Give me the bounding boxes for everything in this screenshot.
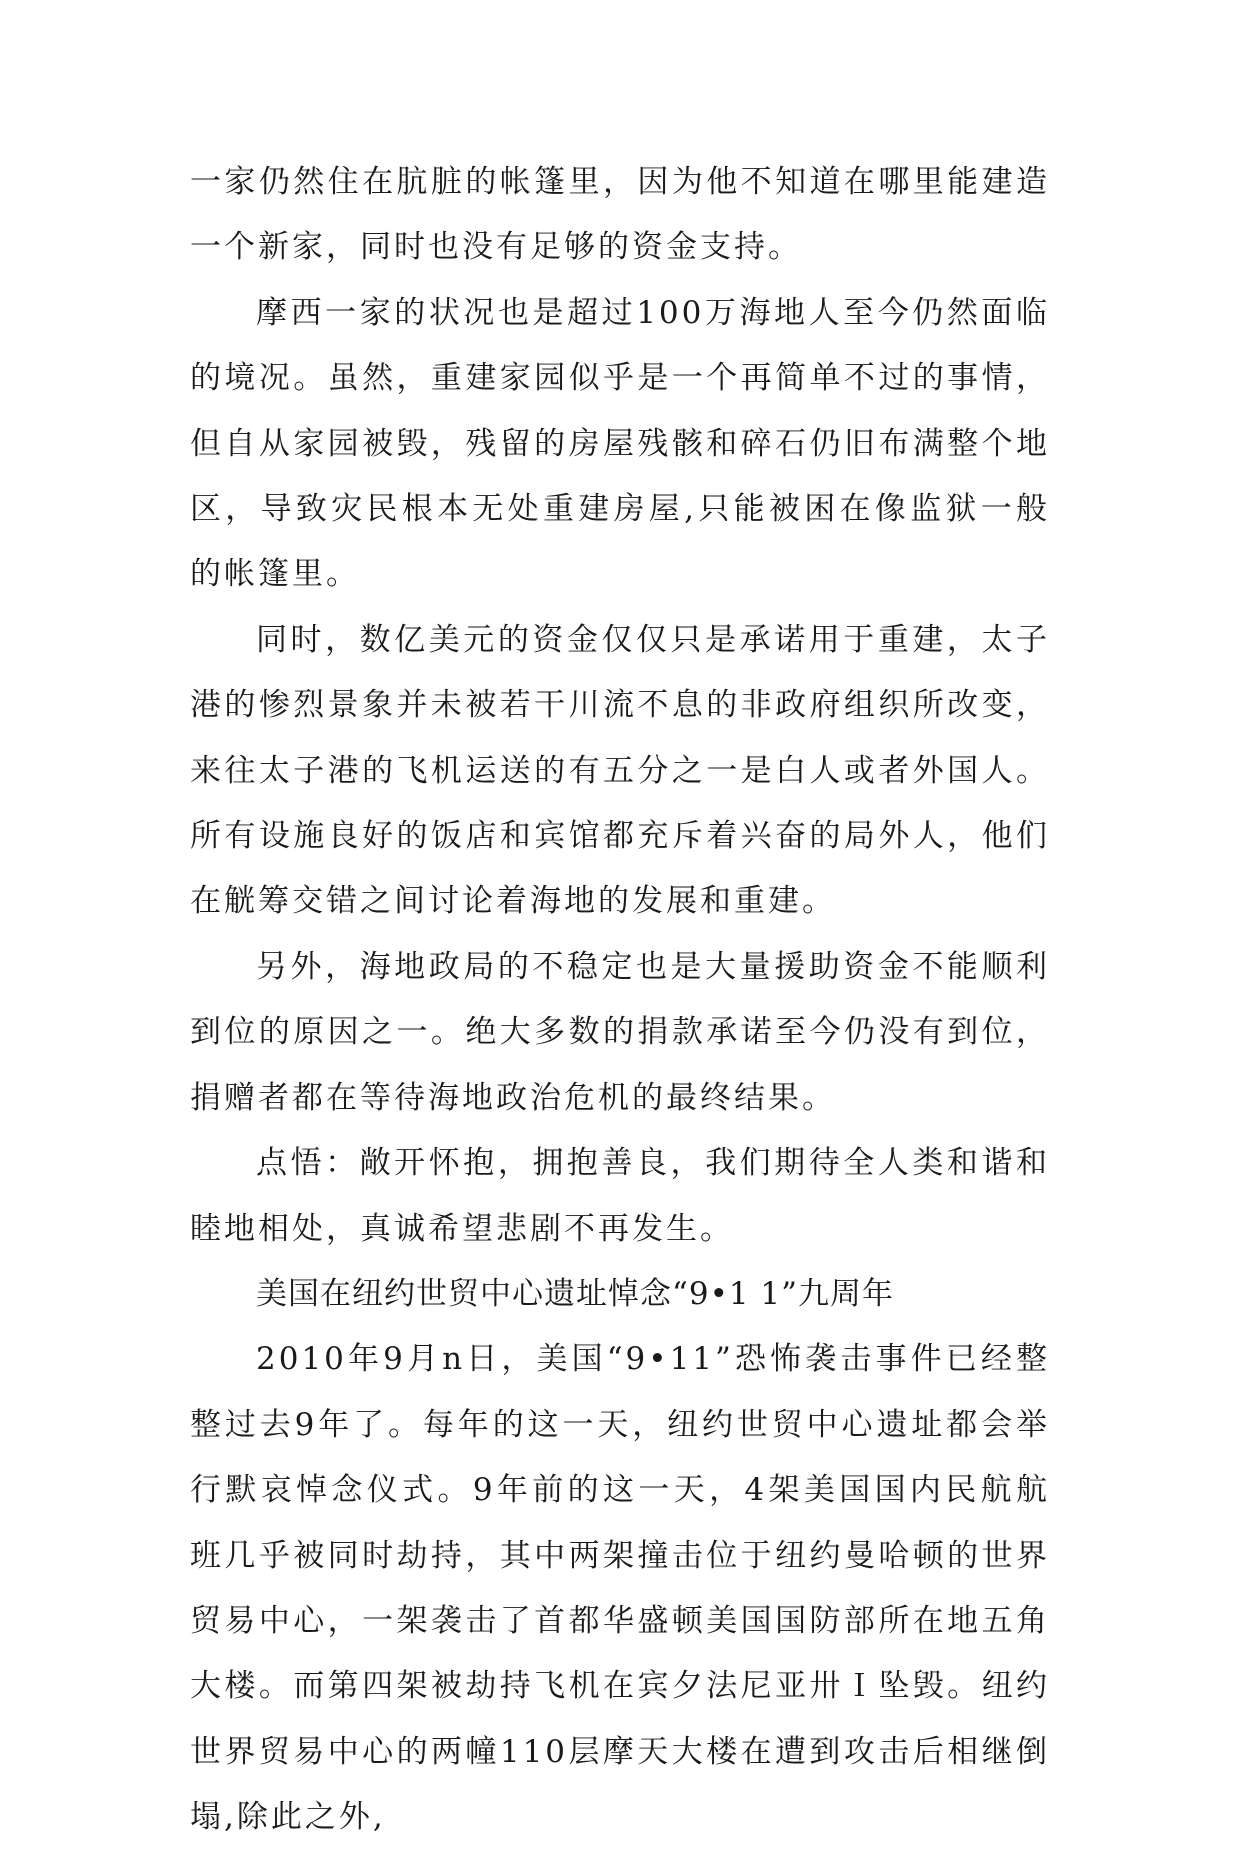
paragraph-port-au-prince: 同时，数亿美元的资金仅仅只是承诺用于重建，太子港的惨烈景象并未被若干川流不息的非政府组织所改变，来往太子港的飞机运送的有五分之一是白人或者外国人。所有设施良好的饭店和宾馆都充斥着兴奋的局外人，他们在觥筹交错之间讨论着海地的发展和重建。 <box>190 621 1050 920</box>
paragraph-moses-family: 摩西一家的状况也是超过100万海地人至今仍然面临的境况。虽然，重建家园似乎是一个再简单不过的事情，但自从家园被毁，残留的房屋残骸和碎石仍旧布满整个地区，导致灾民根本无处重建房屋,只能被困在像监狱一般的帐篷里。 <box>190 294 1050 593</box>
paragraph-insight: 点悟：敞开怀抱，拥抱善良，我们期待全人类和谐和睦地相处，真诚希望悲剧不再发生。 <box>190 1145 1050 1247</box>
document-body <box>190 150 1050 1851</box>
paragraph-911-anniversary: 2010年9月n日，美国“9•11”恐怖袭击事件已经整整过去9年了。每年的这一天，纽约世贸中心遗址都会举行默哀悼念仪式。9年前的这一天，4架美国国内民航航班几乎被同时劫持，其中两架撞击位于纽约曼哈顿的世界贸易中心，一架袭击了首都华盛顿美国国防部所在地五角大楼。而第四架被劫持飞机在宾夕法尼亚卅Ｉ坠毁。纽约世界贸易中心的两幢110层摩天大楼在遭到攻击后相继倒塌,除此之外, <box>190 1341 1050 1836</box>
paragraph-continuation: 一家仍然住在肮脏的帐篷里，因为他不知道在哪里能建造一个新家，同时也没有足够的资金支持。 <box>190 164 1050 266</box>
paragraph-political-instability: 另外，海地政局的不稳定也是大量援助资金不能顺利到位的原因之一。绝大多数的捐款承诺至今仍没有到位，捐赠者都在等待海地政治危机的最终结果。 <box>190 948 1050 1116</box>
section-heading-911: 美国在纽约世贸中心遗址悼念“9•1 1”九周年 <box>256 1275 895 1312</box>
